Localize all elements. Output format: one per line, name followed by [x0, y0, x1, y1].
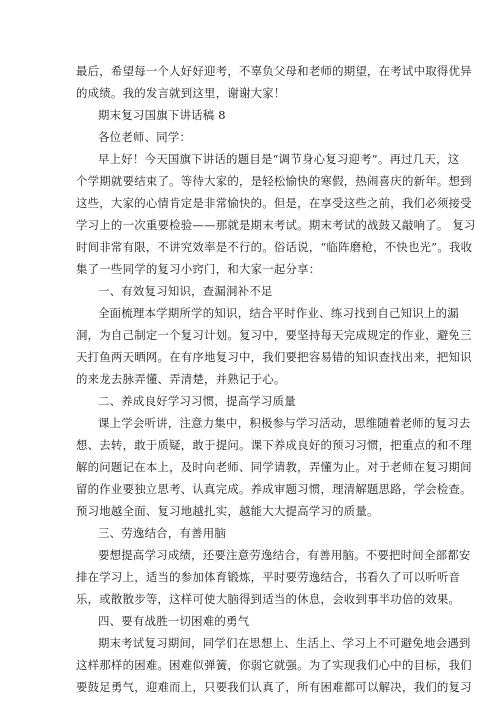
text-line-24: 排在学习上，适当的参加体育锻炼，平时要劳逸结合，书看久了可以听听音 [76, 570, 461, 584]
document-body [76, 60, 476, 698]
text-line-14: 天打鱼两天晒网。在有序地复习中，我们要把容易错的知识查找出来，把知识 [76, 350, 472, 364]
section-title: 期末复习国旗下讲话稿 8 [98, 108, 226, 122]
text-line-17: 课上学会听讲，注意力集中，积极参与学习活动，思维随着老师的复习去 [98, 416, 471, 430]
text-line-18: 想、去转，敢于质疑，敢于提问。课下养成良好的预习习惯，把重点的和不理 [76, 438, 472, 452]
text-line-23: 要想提高学习成绩，还要注意劳逸结合，有善用脑。不要把时间全部都安 [98, 548, 471, 562]
salutation: 各位老师、同学： [98, 130, 192, 144]
text-line-15: 的来龙去脉弄懂、弄清楚，并熟记于心。 [76, 372, 286, 386]
text-line-9: 时间非常有限，不讲究效率是不行的。俗话说，“临阵磨枪，不快也光”。我收 [76, 240, 473, 254]
text-line-19: 解的问题记在本上，及时向老师、同学请教，弄懂为止。对于老师在复习期间 [76, 460, 472, 474]
text-line-12: 全面梳理本学期所学的知识，结合平时作业、练习找到自己知识上的漏 [98, 306, 459, 320]
text-line-29: 要鼓足勇气，迎难而上，只要我们认真了，所有困难都可以解决，我们的复习 [76, 680, 472, 694]
text-line-10: 集了一些同学的复习小窍门，和大家一起分享： [76, 262, 321, 276]
text-line-13: 洞，为自己制定一个复习计划。复习中，要坚持每天完成规定的作业，避免三 [76, 328, 472, 342]
heading-1: 一、有效复习知识，查漏洞补不足 [98, 284, 273, 298]
text-line-6: 个学期就要结束了。等待大家的，是轻松愉快的寒假，热闹喜庆的新年。想到 [76, 174, 472, 188]
text-line-25: 乐，或散散步等，这样可使大脑得到适当的休息，会收到事半功倍的效果。 [76, 592, 461, 606]
text-line-1: 最后，希望每一个人好好迎考，不辜负父母和老师的期望，在考试中取得优异 [76, 64, 472, 78]
heading-3: 三、劳逸结合，有善用脑 [98, 526, 227, 540]
text-line-21: 预习地越全面、复习地越扎实，越能大大提高学习的质量。 [76, 504, 379, 518]
text-line-5: 早上好！今天国旗下讲话的题目是“调节身心复习迎考”。再过几天，这 [98, 152, 460, 166]
text-line-8: 学习上的一次重要检验——那就是期末考试。期末考试的战鼓又敲响了。 复习 [76, 218, 476, 232]
text-line-28: 这样那样的困难。困难似弹簧，你弱它就强。为了实现我们心中的目标，我们 [76, 658, 472, 672]
text-line-7: 这些，大家的心情肯定是非常愉快的。但是，在享受这些之前，我们必须接受 [76, 196, 472, 210]
text-line-27: 期末考试复习期间，同学们在思想上、生活上、学习上不可避免地会遇到 [98, 636, 471, 650]
heading-2: 二、养成良好学习习惯，提高学习质量 [98, 394, 296, 408]
heading-4: 四、要有战胜一切困难的勇气 [98, 614, 250, 628]
text-line-20: 留的作业要独立思考、认真完成。养成审题习惯，理清解题思路，学会检查。 [76, 482, 472, 496]
text-line-2: 的成绩。我的发言就到这里，谢谢大家！ [76, 86, 286, 100]
